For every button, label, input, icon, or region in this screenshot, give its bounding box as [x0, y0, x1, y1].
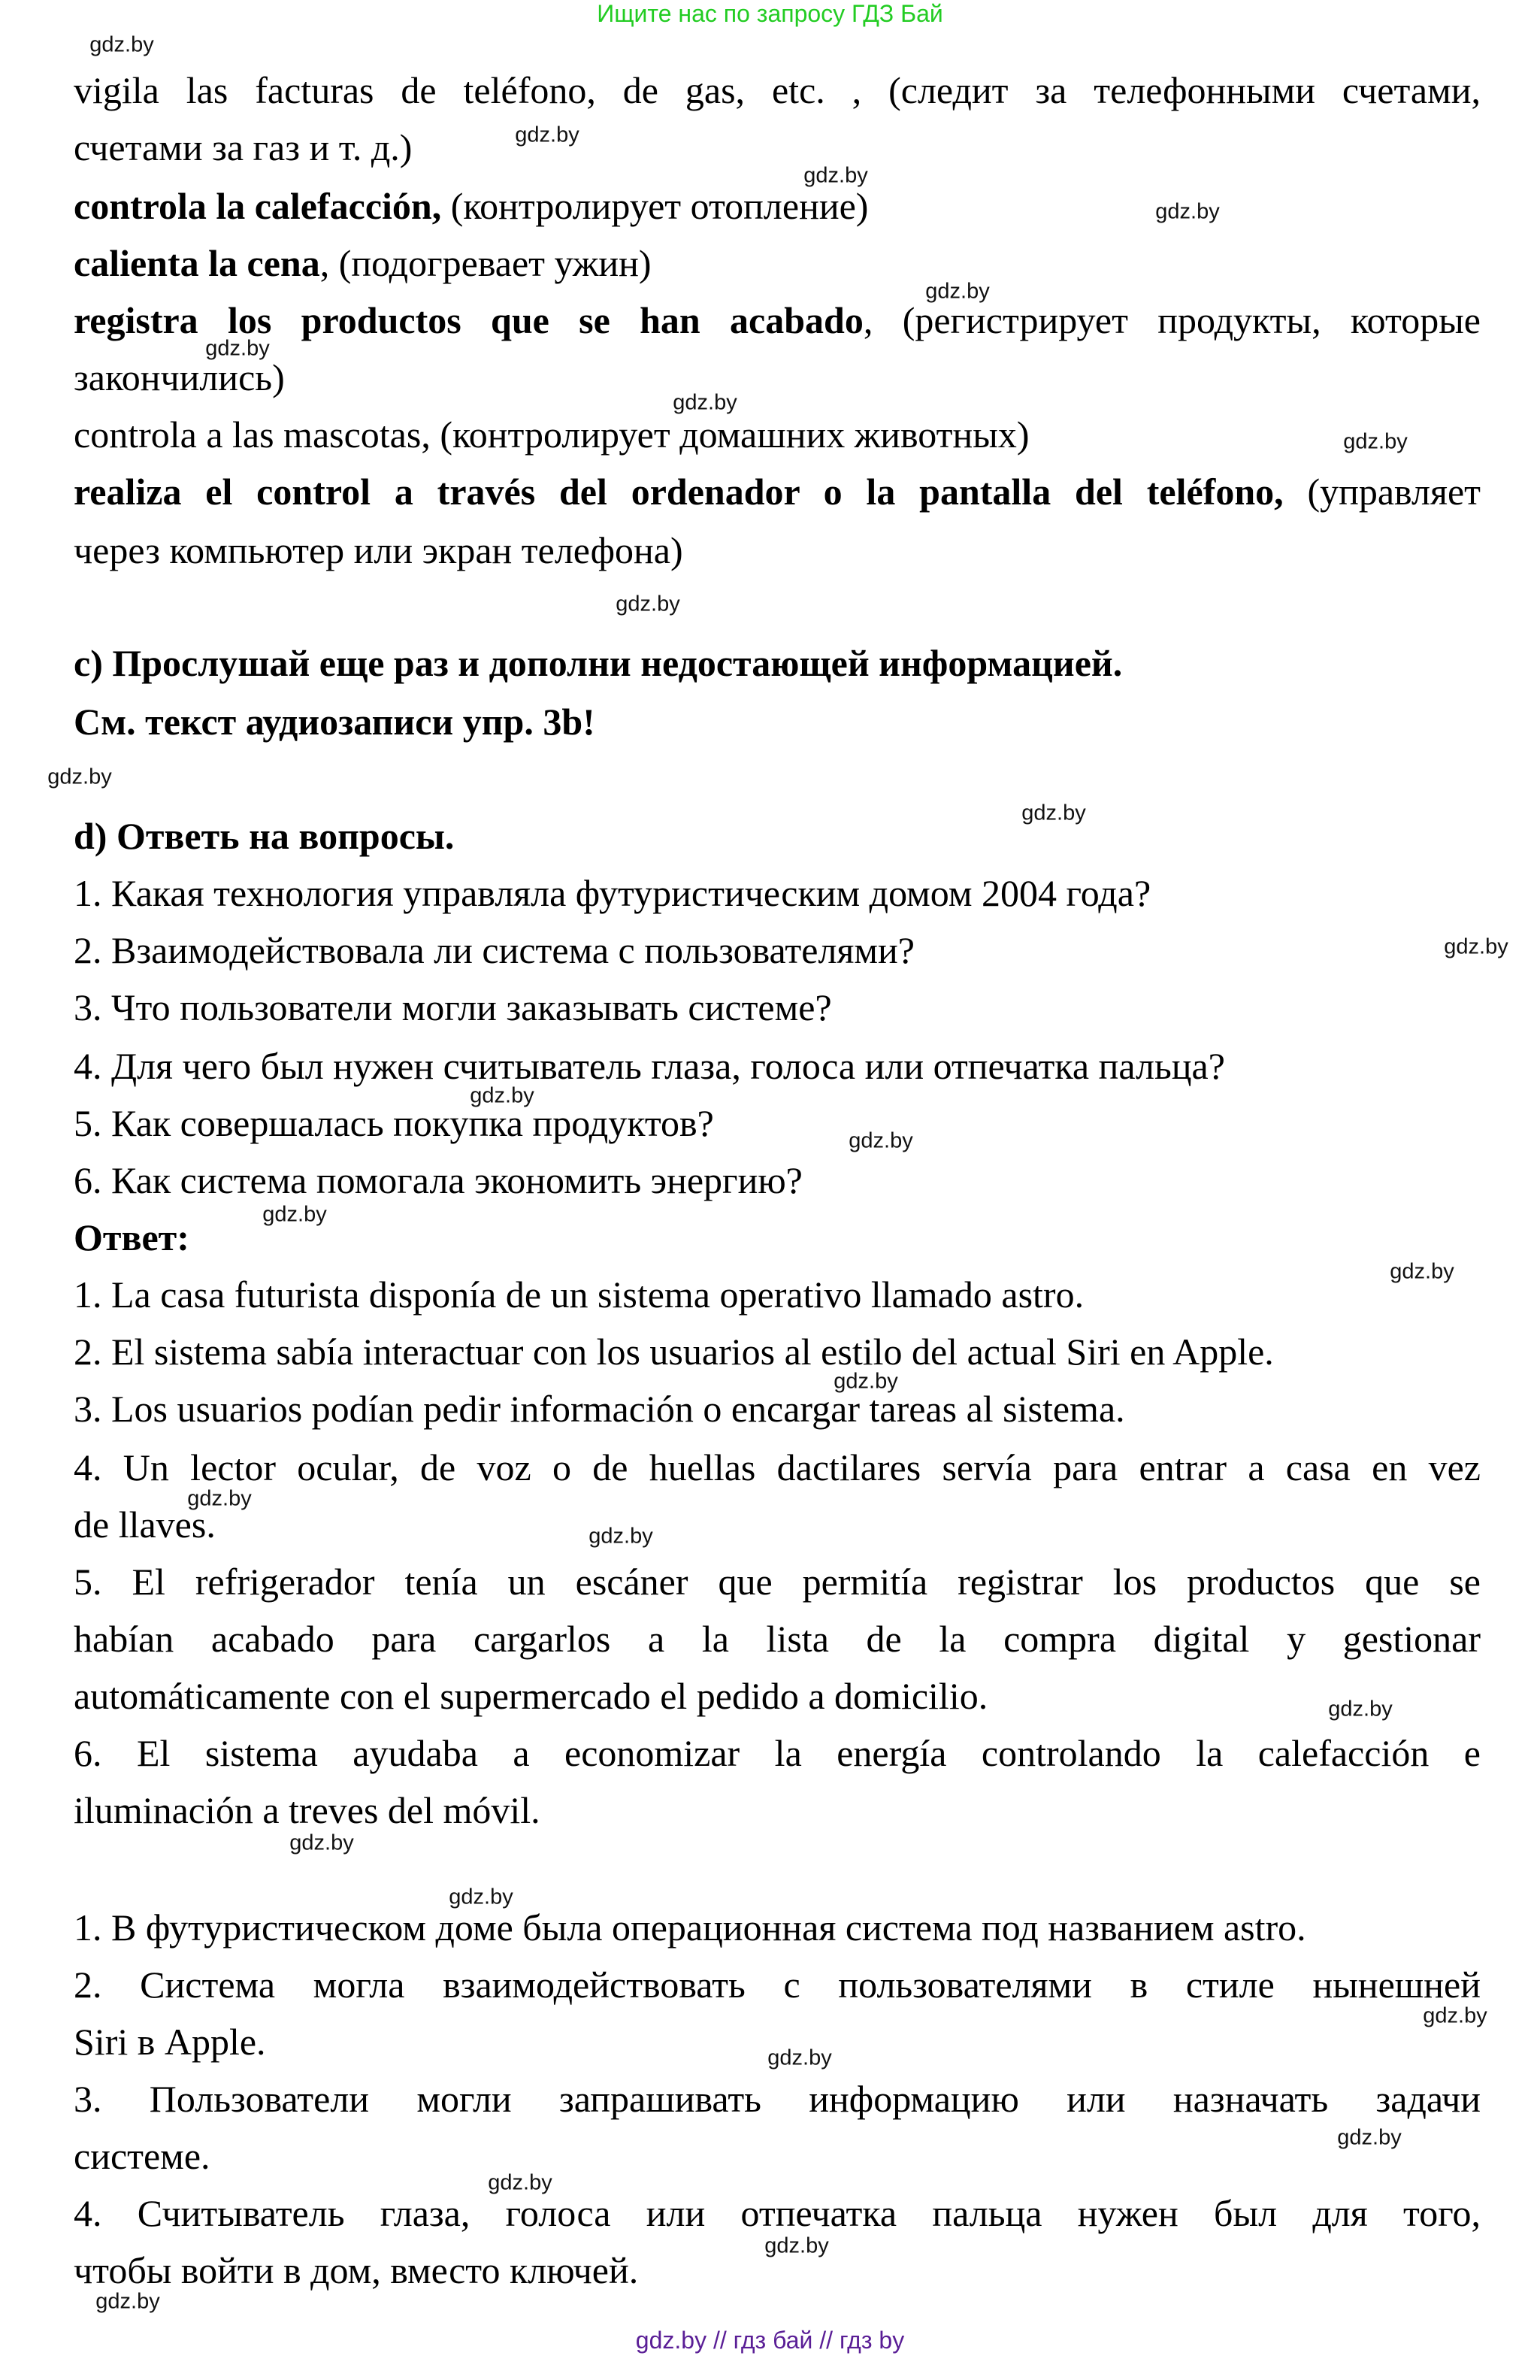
text-line — [74, 182, 1481, 230]
text-line — [74, 812, 1481, 860]
text: 5. El refrigerador tenía un escáner que permitía registrar los productos que se — [74, 1561, 1481, 1603]
footer-banner: gdz.by // гдз бай // гдз by — [635, 2327, 905, 2354]
text: счетами за газ и т. д.) — [74, 126, 413, 168]
text-line — [74, 1042, 1481, 1090]
text: Siri в Apple. — [74, 2021, 266, 2063]
bold-text: Ответ: — [74, 1216, 189, 1258]
text-line — [74, 2189, 1481, 2237]
text: (контролирует отопление) — [441, 185, 869, 227]
text: 6. El sistema ayudaba a economizar la energía controlando la calefacción e — [74, 1732, 1481, 1774]
text-line — [74, 983, 1481, 1031]
watermark: gdz.by — [834, 1369, 898, 1394]
text-line — [74, 869, 1481, 917]
bold-text: realiza el control a través del ordenador o la pantalla del teléfono, — [74, 471, 1284, 513]
watermark: gdz.by — [262, 1202, 327, 1227]
text-line — [74, 239, 1481, 287]
watermark: gdz.by — [1343, 429, 1408, 454]
text: 1. В футуристическом доме была операционная система под названием astro. — [74, 1906, 1306, 1949]
text-line — [74, 1385, 1481, 1433]
bold-text: См. текст аудиозаписи упр. 3b! — [74, 701, 595, 743]
text-line — [74, 1615, 1481, 1663]
watermark: gdz.by — [764, 2233, 829, 2258]
text: 6. Как система помогала экономить энергию? — [74, 1159, 803, 1201]
watermark: gdz.by — [673, 390, 737, 415]
text-line — [74, 1961, 1481, 2009]
text-line — [74, 123, 1481, 171]
text-line — [74, 926, 1481, 974]
watermark: gdz.by — [47, 765, 112, 789]
text: , (подогревает ужин) — [319, 242, 652, 284]
watermark: gdz.by — [449, 1885, 513, 1909]
text: 3. Что пользователи могли заказывать системе? — [74, 986, 832, 1028]
text: закончились) — [74, 356, 285, 398]
watermark: gdz.by — [767, 2045, 832, 2070]
text: 3. Los usuarios podían pedir información o encargar tareas al sistema. — [74, 1388, 1125, 1430]
bold-text: registra los productos que se han acabado — [74, 299, 864, 341]
text: controla a las mascotas, (контролирует домашних животных) — [74, 413, 1030, 456]
watermark: gdz.by — [1444, 934, 1508, 959]
text: habían acabado para cargarlos a la lista de la compra digital y gestionar — [74, 1618, 1481, 1660]
text-line — [74, 468, 1481, 516]
watermark: gdz.by — [849, 1128, 913, 1153]
watermark: gdz.by — [1390, 1259, 1454, 1284]
bold-text: c) Прослушай еще раз и дополни недостающей информацией. — [74, 642, 1123, 684]
watermark: gdz.by — [925, 279, 990, 304]
watermark: gdz.by — [803, 163, 868, 188]
watermark: gdz.by — [588, 1524, 653, 1549]
text: через компьютер или экран телефона) — [74, 529, 683, 571]
text-line — [74, 296, 1481, 344]
watermark: gdz.by — [1021, 801, 1086, 825]
watermark: gdz.by — [95, 2289, 160, 2314]
text: 4. Считыватель глаза, голоса или отпечатка пальца нужен был для того, — [74, 2192, 1481, 2234]
text-line — [74, 1500, 1481, 1549]
text-line — [74, 1558, 1481, 1606]
text: 1. La casa futurista disponía de un sistema operativo llamado astro. — [74, 1273, 1085, 1316]
text: системе. — [74, 2135, 210, 2177]
text-line — [74, 1270, 1481, 1319]
text: vigila las facturas de teléfono, de gas, etc. , (следит за телефонными счетами, — [74, 69, 1481, 111]
text: 2. El sistema sabía interactuar con los usuarios al estilo del actual Siri en Apple. — [74, 1331, 1274, 1373]
text: 4. Un lector ocular, de voz o de huellas dactilares servía para entrar a casa en vez — [74, 1446, 1481, 1488]
text: 2. Система могла взаимодействовать с пользователями в стиле нынешней — [74, 1964, 1481, 2006]
watermark: gdz.by — [205, 336, 270, 361]
text-line — [74, 698, 1481, 746]
watermark: gdz.by — [515, 123, 579, 147]
text-line — [74, 2132, 1481, 2180]
text-line — [74, 1443, 1481, 1491]
text-line — [74, 1328, 1481, 1376]
watermark: gdz.by — [488, 2170, 552, 2195]
text: чтобы войти в дом, вместо ключей. — [74, 2249, 639, 2291]
text: 3. Пользователи могли запрашивать информацию или назначать задачи — [74, 2078, 1481, 2120]
text: 2. Взаимодействовала ли система с пользователями? — [74, 929, 915, 971]
header-banner: Ищите нас по запросу ГДЗ Бай — [597, 0, 943, 27]
text: 4. Для чего был нужен считыватель глаза, голоса или отпечатка пальца? — [74, 1045, 1225, 1087]
text-line — [74, 1903, 1481, 1952]
watermark: gdz.by — [89, 32, 154, 57]
watermark: gdz.by — [1155, 199, 1220, 224]
watermark: gdz.by — [1423, 2003, 1487, 2028]
text-line — [74, 526, 1481, 574]
bold-text: d) Ответь на вопросы. — [74, 815, 455, 857]
watermark: gdz.by — [616, 592, 680, 616]
text: automáticamente con el supermercado el pedido a domicilio. — [74, 1675, 988, 1717]
text: , (регистрирует продукты, которые — [863, 299, 1481, 341]
text-line — [74, 1156, 1481, 1204]
text: iluminación a treves del móvil. — [74, 1789, 540, 1831]
text: 5. Как совершалась покупка продуктов? — [74, 1102, 714, 1144]
text: 1. Какая технология управляла футуристическим домом 2004 года? — [74, 872, 1151, 914]
text-line — [74, 410, 1481, 459]
watermark: gdz.by — [289, 1830, 354, 1855]
bold-text: calienta la cena — [74, 242, 320, 284]
text: (управляет — [1283, 471, 1481, 513]
text-line — [74, 1729, 1481, 1777]
text-line — [74, 2075, 1481, 2123]
bold-text: controla la calefacción, — [74, 185, 442, 227]
text: de llaves. — [74, 1503, 216, 1546]
text-line — [74, 353, 1481, 401]
text-line — [74, 1099, 1481, 1147]
watermark: gdz.by — [470, 1083, 534, 1108]
watermark: gdz.by — [1337, 2125, 1402, 2150]
watermark: gdz.by — [187, 1486, 252, 1511]
text-line — [74, 66, 1481, 114]
text-line — [74, 1786, 1481, 1834]
text-line — [74, 1672, 1481, 1720]
text-line — [74, 639, 1481, 687]
watermark: gdz.by — [1328, 1697, 1393, 1721]
